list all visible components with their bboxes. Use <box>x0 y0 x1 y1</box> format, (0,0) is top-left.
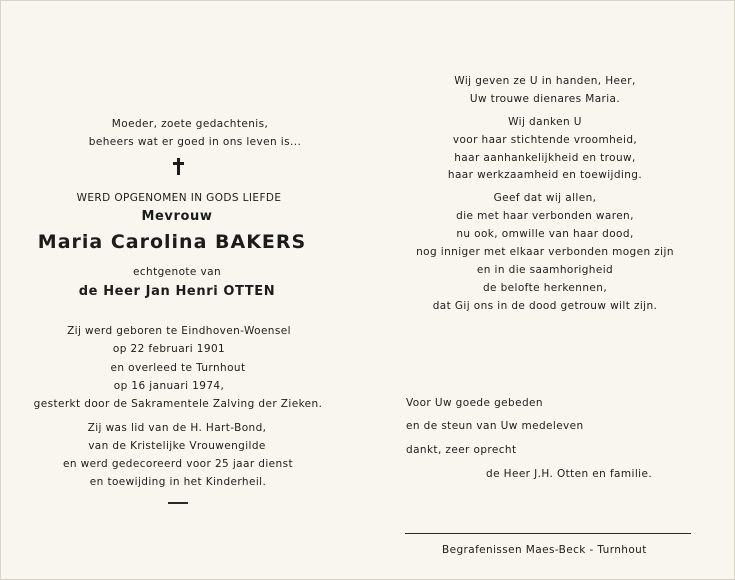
spouse-intro: echtgenote van <box>132 266 222 278</box>
prayer-line: die met haar verbonden waren, <box>456 210 634 222</box>
undertaker-line: Begrafenissen Maes-Beck - Turnhout <box>442 544 647 556</box>
bio-line: en overleed te Turnhout <box>110 362 246 374</box>
motto-line-2: beheers wat er goed in ons leven is... <box>88 136 302 148</box>
thanks-line: dankt, zeer oprecht <box>406 444 517 456</box>
thanks-line: en de steun van Uw medeleven <box>406 420 584 432</box>
family-signature: de Heer J.H. Otten en familie. <box>486 468 653 480</box>
prayer-line: haar werkzaamheid en toewijding. <box>447 169 643 181</box>
right-panel <box>360 0 735 580</box>
prayer-line: haar aanhankelijkheid en trouw, <box>454 152 636 164</box>
left-panel <box>0 0 360 580</box>
prayer-line: en in die saamhorigheid <box>476 264 614 276</box>
prayer-line: nog inniger met elkaar verbonden mogen zijn <box>416 246 674 258</box>
prayer-line: Uw trouwe dienares Maria. <box>469 93 621 105</box>
bio-line: gesterkt door de Sakramentele Zalving der Zieken. <box>33 398 323 410</box>
membership-line: en werd gedecoreerd voor 25 jaar dienst <box>63 458 293 470</box>
bio-line: op 16 januari 1974, <box>113 380 225 392</box>
motto-line-1: Moeder, zoete gedachtenis, <box>111 118 269 130</box>
title-line: Mevrouw <box>141 209 213 224</box>
prayer-line: voor haar stichtende vroomheid, <box>452 134 638 146</box>
divider-dash <box>168 502 188 504</box>
prayer-line: Geef dat wij allen, <box>493 192 597 204</box>
received-line: WERD OPGENOMEN IN GODS LIEFDE <box>76 192 282 204</box>
prayer-line: nu ook, omwille van haar dood, <box>456 228 634 240</box>
bio-line: op 22 februari 1901 <box>112 343 226 355</box>
thanks-line: Voor Uw goede gebeden <box>406 397 543 409</box>
prayer-line: Wij geven ze U in handen, Heer, <box>454 75 636 87</box>
prayer-line: Wij danken U <box>508 116 582 128</box>
prayer-line: dat Gij ons in de dood getrouw wilt zijn. <box>432 300 658 312</box>
membership-line: en toewijding in het Kinderheil. <box>89 476 267 488</box>
prayer-line: de belofte herkennen, <box>482 282 608 294</box>
membership-line: van de Kristelijke Vrouwengilde <box>88 440 266 452</box>
spouse-name: de Heer Jan Henri OTTEN <box>78 284 276 299</box>
deceased-name: Maria Carolina BAKERS <box>37 231 307 253</box>
cross-icon <box>173 158 185 175</box>
footer-rule <box>405 533 691 534</box>
membership-line: Zij was lid van de H. Hart-Bond, <box>87 422 267 434</box>
bio-line: Zij werd geboren te Eindhoven-Woensel <box>67 325 291 337</box>
